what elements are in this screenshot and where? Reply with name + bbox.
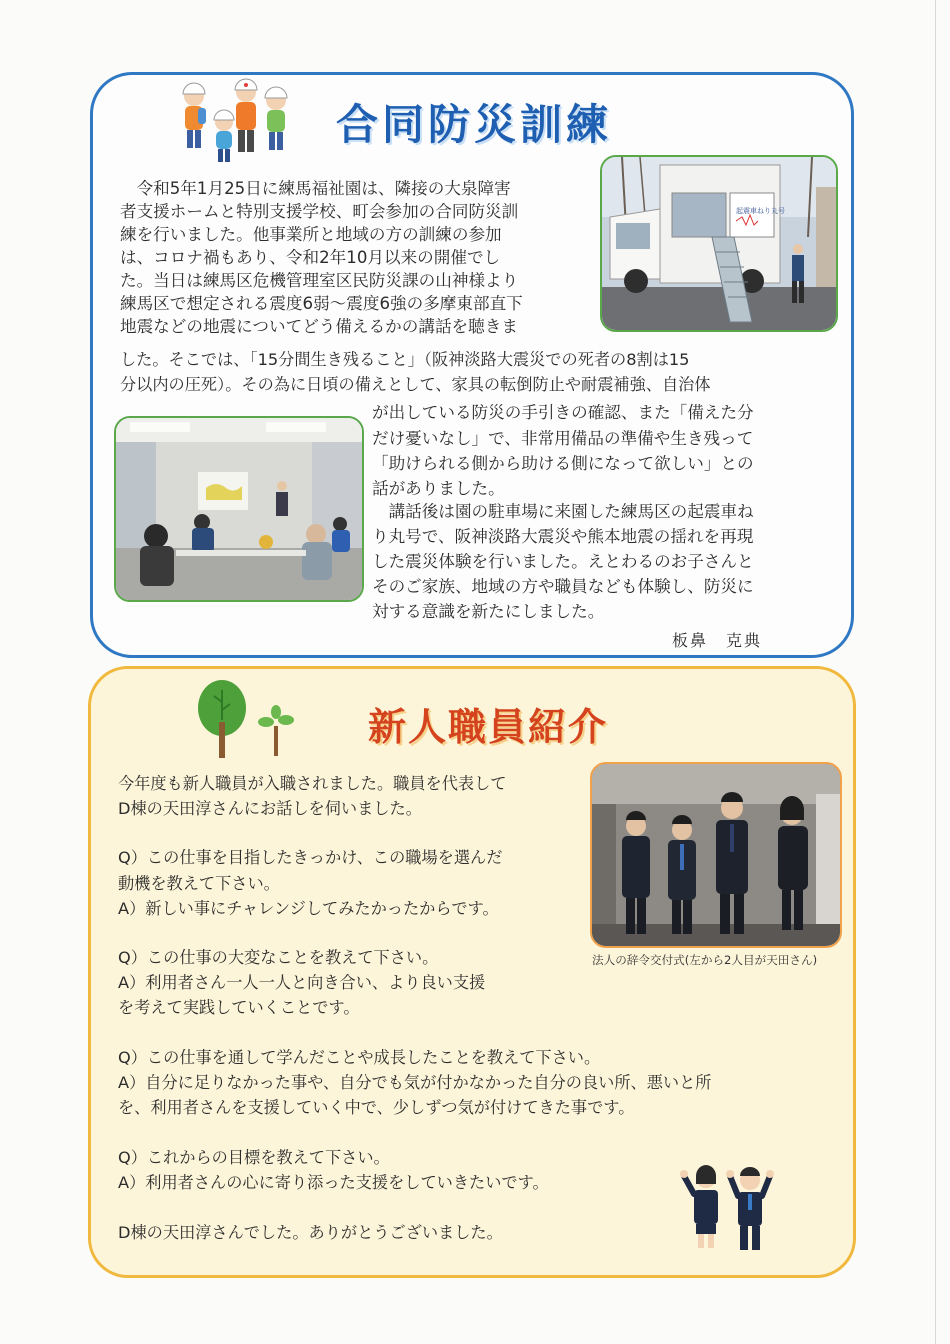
qa-line: を考えて実践していくことです。 [118,998,360,1017]
qa-line: Q）これからの目標を教えて下さい。 [118,1148,390,1167]
qa-line: 動機を教えて下さい。 [118,874,280,893]
disaster-drill-title: 合同防災訓練 [336,100,613,149]
article-author: 板鼻 克典 [672,631,763,650]
qa-line: Q）この仕事の大変なことを教えて下さい。 [118,948,439,967]
kids-evacuating-illustration [176,78,300,164]
qa-line: A）利用者さん一人一人と向き合い、より良い支援 [118,973,486,992]
cheering-staff-illustration [676,1158,780,1254]
trees-illustration [194,676,298,760]
drill-text-line: 講話後は園の駐車場に来園した練馬区の起震車ね [372,502,754,521]
qa-line: Q）この仕事を目指したきっかけ、この職場を選んだ [118,848,503,867]
drill-text-line: 者支援ホームと特別支援学校、町会参加の合同防災訓 [120,202,519,221]
qa-line: A）新しい事にチャレンジしてみたかったからです。 [118,899,499,918]
truck-sign-text: 起震車ねり丸号 [736,207,785,215]
page-edge-line [935,0,936,1344]
qa-line: Q）この仕事を通して学んだことや成長したことを教えて下さい。 [118,1048,601,1067]
drill-text-line: 令和5年1月25日に練馬福祉園は、隣接の大泉障害 [120,179,511,198]
qa-line: A）自分に足りなかった事や、自分でも気が付かなかった自分の良い所、悪いと所 [118,1073,712,1092]
drill-text-line: した震災体験を行いました。えとわるのお子さんと [372,552,754,571]
drill-text-line: が出している防災の手引きの確認、また「備えた分 [372,403,754,422]
earthquake-truck-image [602,157,836,330]
new-staff-title: 新人職員紹介 [368,705,609,749]
drill-text-line: り丸号で、阪神淡路大震災や熊本地震の揺れを再現 [372,527,754,546]
drill-text-line: 話がありました。 [372,479,505,498]
drill-text-line: た。当日は練馬区危機管理室区民防災課の山神様より [120,271,519,290]
drill-text-line: だけ憂いなし」で、非常用備品の準備や生き残って [372,429,754,448]
earthquake-truck-photo [600,155,838,332]
intro-line: D棟の天田淳さんにお話しを伺いました。 [118,799,422,818]
appointment-ceremony-photo [590,762,842,948]
lecture-room-image [116,418,362,600]
intro-line: 今年度も新人職員が入職されました。職員を代表して [118,774,507,793]
drill-text-line: は、コロナ禍もあり、令和2年10月以来の開催でし [120,248,501,267]
drill-text-line: そのご家族、地域の方や職員なども体験し、防災に [372,577,754,596]
drill-text-line: 地震などの地震についてどう備えるかの講話を聴きま [120,317,518,336]
photo-caption: 法人の辞令交付式(左から2人目が天田さん) [592,953,818,967]
drill-text-line: 分以内の圧死）。その為に日頃の備えとして、家具の転倒防止や耐震補強、自治体 [120,375,711,394]
drill-text-line: 練馬区で想定される震度6弱～震度6強の多摩東部直下 [120,294,523,313]
qa-line: A）利用者さんの心に寄り添った支援をしていきたいです。 [118,1173,549,1192]
closing-line: D棟の天田淳さんでした。ありがとうございました。 [118,1223,503,1242]
qa-line: を、利用者さんを支援していく中で、少しずつ気が付けてきた事です。 [118,1098,635,1117]
staff-group-image [592,764,840,946]
drill-text-line: 練を行いました。他事業所と地域の方の訓練の参加 [120,225,502,244]
drill-text-line: 「助けられる側から助ける側になって欲しい」との [372,454,754,473]
lecture-room-photo [114,416,364,602]
drill-text-line: 対する意識を新たにしました。 [372,602,605,621]
drill-text-line: した。そこでは、「15分間生き残ること」（阪神淡路大震災での死者の8割は15 [120,350,690,369]
